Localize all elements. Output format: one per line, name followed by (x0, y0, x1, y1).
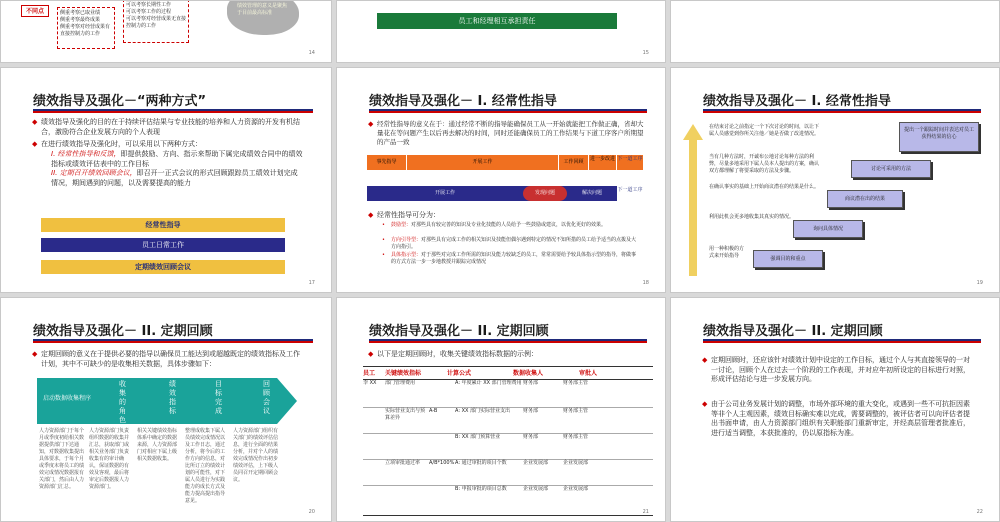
col-text-5: 人力资源部门组织有关部门的绩效评估信息，进行全面的结果分析，并对个人的绩效完成情况作出初步绩效评估，上下级人员同召开定期回顾会议。 (233, 428, 279, 483)
table-row: 李 XX 部门管理费用 A: 年度累计 XX 部门管理费用 财务部 财务部主管 (363, 380, 653, 408)
title-rule (33, 339, 313, 343)
step-box-3: 商议潜在出的结果 (827, 190, 903, 208)
diff-label: 不同点 (21, 5, 49, 17)
page-number: 17 (308, 280, 315, 286)
title-rule (703, 109, 981, 113)
table-row: 立项审批通过率 A/B*100% A: 通过审批的项目个数 企业发展部 企业发展部 (363, 460, 653, 486)
col-text-4: 整理成收集下属人员绩效完成情况以及工作日志，通过分析，将今后的工作方向的信息，对比所订立的绩效计划的可能性，对下属人员进行为实践能力的成长方式及能力提高提出指导意见。 (185, 428, 226, 504)
page-number: 14 (308, 50, 315, 56)
page-number: 15 (642, 50, 649, 56)
slide-19[interactable]: 绩效指导及强化－ I. 经常性指导 在结束讨论之前指定一个下次讨论的时间，以让下属人员感觉到你所关注他／她是否做了改进情况。 当有几种方法时，开诚布公地讨论每种方法的利弊，尽量多地采用下属人员本人提出的方案，确认双方都理解了将要采取的方法及步骤。 在确认事实的基础上开始商议潜在的结果是什么。 利用此机会更多地收集其真实的情况。 用一种积极的方式来开始指导 提出一个跟踪时间并表达对员工获得结果的信心 讨论可采用的方法 商议潜在出的结果 询问具体情况 强调目的和重点 19 (670, 67, 1000, 293)
col-head-4: 回顾会议 (263, 380, 270, 415)
slide-title: 绩效指导及强化－ II. 定期回顾 (369, 324, 549, 339)
step-box-4: 讨论可采用的方法 (851, 160, 931, 178)
flow-planned: 事先指导 开展工作 工作回顾 进一步改进 下一道工序 (367, 155, 643, 170)
step-box-5: 提出一个跟踪时间并表达对员工获得结果的信心 (899, 122, 979, 152)
slide-title: 绩效指导及强化－ II. 定期回顾 (703, 324, 883, 339)
slide-16[interactable] (670, 0, 1000, 63)
diff-list-left: 侧重考察已取业绩 侧重考察最终成果 侧重考察对经营成果有直接控制力的工作 (57, 7, 115, 49)
col-text-3: 相关关键绩效指标体系中确定的数据来源，人力资源部门对相应下属上级相关数据收集。 (137, 428, 178, 462)
slide-21[interactable]: 绩效指导及强化－ II. 定期回顾 ◆ 以下是定期回顾时，收集关键绩效指标数据的示例： 员工 关键绩效指标 计算公式 数据收集人 审批人 李 XX 部门管理费用 A: 年度累计 XX 部门管理费用 财务部 财务部主管 实际营业支出与预算差异 A-B A: XX 部门实际营业支出 财务部 财务部主管 B: XX 部门预算营业 财务部 财务部主管 立项审批通过率 A/B*100% A: 通过审批的项目个数 企业发展部 企业发展部 B: 申报审批的项目总数 企业发展部 企业发展部 21 (336, 297, 666, 522)
slide-18[interactable]: 绩效指导及强化－ I. 经常性指导 ◆ 经常性指导的意义在于：通过经常不断的指导能确保员工从一开始就能把工作做正确，省却大量花在等问题产生以后再去解决的时间，同时还能确保员工的工作结果与下道工序客户所期望的产品一致 事先指导 开展工作 工作回顾 进一步改进 下一道工序 开展工作 发现问题 解决问题 下一道工序 ◆ 经常性指导可分为： • 鼓励型：对那些具有较完善的知识及专业化技能的人员给予一些鼓励或建议，以优化更好的效果。 • 方向引导型：对那些具有完成工作的相关知识及技能但偶尔遇到特定的情况不知所措的员工给予适当的点拨及大方向指引。 • 具体指示型：对于那些对完成工作所需的知识及能力较缺乏的员工，常常需要给予较具体指示型的指导，将做事的方式方法一步一步地教授并跟踪完成情况 18 (336, 67, 666, 293)
bar-review: 定期绩效回顾会议 (41, 260, 285, 274)
col-text-1: 人力资源部门于每个月或季度初给相关数据提供部门下达通知，对数据收集提出具体要求，于每个月或季度末将员工的绩效完成情况数据报有关部门，然后由人力资源部门汇总。 (39, 428, 85, 490)
col-head-2: 绩效指标 (169, 380, 176, 415)
slide-20[interactable]: 绩效指导及强化－ II. 定期回顾 ◆ 定期回顾的意义在于提供必要的指导以确保员工能达到或超越既定的绩效指标及工作计划，其中不可缺少的是收集相关数据，具体步骤如下： 启动数据收集程序 收集的角色 绩效指标 目标完成 回顾会议 人力资源部门于每个月或季度初给相关数据提供部门下达通知，对数据收集提出具体要求，于每个月或季度末将员工的绩效完成情况数据报有关部门，然后由人力资源部门汇总。 人力资源部门负责组织数据的收集并汇总，获取部门或相关业务部门负责收集有的审计确认，保证数据的有效及客观，最后将审定后数据报人力资源部门。 相关关键绩效指标体系中确定的数据来源，人力资源部门对相应下属上级相关数据收集。 整理成收集下属人员绩效完成情况以及工作日志，通过分析，将今后的工作方向的信息，对比所订立的绩效计划的可能性，对下属人员进行为实践能力的成长方式及能力提高提出指导意见。 人力资源部门组织有关部门的绩效评估信息，进行全面的结果分析，并对个人的绩效完成情况作出初步绩效评估，上下级人员同召开定期回顾会议。 20 (0, 297, 332, 522)
bar-guidance: 经常性指导 (41, 218, 285, 232)
slide-14[interactable] (0, 0, 332, 63)
slide-title: 绩效指导及强化－ I. 经常性指导 (703, 94, 891, 109)
page-number: 18 (642, 280, 649, 286)
up-arrow-icon (683, 124, 703, 276)
slide-17[interactable]: 绩效指导及强化－“两种方式” ◆ 绩效指导及强化的目的在于持续评估结果与专业技能的培养和人力资源的开发有机结合，激励符合企业发展方向的个人表现 ◆ 在进行绩效指导及强化时，可以采用以下两种方式： I. 经常性指导和反馈，即提供鼓励、方向、指示来帮助下属完成绩效合同中的绩效指标或绩效评估表中的工作目标 II. 定期召开绩效回顾会议，即召开一正式会议的形式回顾跟踪员工绩效计划完成情况，期间遇到的问题，以及需要提高的能力 经常性指导 员工日常工作 定期绩效回顾会议 17 (0, 67, 332, 293)
table-row: 实际营业支出与预算差异 A-B A: XX 部门实际营业支出 财务部 财务部主管 (363, 408, 653, 434)
step-box-1: 强调目的和重点 (753, 250, 823, 268)
title-rule (369, 339, 647, 343)
slide-22[interactable]: 绩效指导及强化－ II. 定期回顾 ◆ 定期回顾时，还应该针对绩效计划中设定的工作目标，通过个人与其直接领导的一对一讨论，回顾个人在过去一个阶段的工作表现，并对应年初所设定的目标进行对照，形成评估结论与进一步发展方向。 ◆ 由于公司业务发展计划的调整，市场外部环境的重大变化，或遇到一些不可抗拒因素等非个人主观因素，绩效目标确实难以完成，需要调整的，被评估者可以向评估者提出书面申请，由人力资源部门组织有关职能部门重新审定，并经高层管理者批准后，进行适当调整，本获批准的，仍以原指标为准。 22 (670, 297, 1000, 522)
page-number: 19 (976, 280, 983, 286)
page-number: 21 (642, 509, 649, 515)
cloud-shape: 绩效管理的意义是聚焦于目前最高标准 (227, 0, 299, 35)
col-head-3: 目标完成 (215, 380, 222, 415)
table-row: B: 申报审批的项目总数 企业发展部 企业发展部 (455, 486, 589, 492)
slide-title: 绩效指导及强化－ II. 定期回顾 (33, 324, 213, 339)
col-text-2: 人力资源部门负责组织数据的收集并汇总，获取部门或相关业务部门负责收集有的审计确认，保证数据的有效及客观，最后将审定后数据报人力资源部门。 (89, 428, 130, 490)
title-rule (369, 109, 647, 113)
kpi-table: 员工 关键绩效指标 计算公式 数据收集人 审批人 李 XX 部门管理费用 A: 年度累计 XX 部门管理费用 财务部 财务部主管 实际营业支出与预算差异 A-B A: XX 部门实际营业支出 财务部 财务部主管 B: XX 部门预算营业 财务部 财务部主管 立项审批通过率 A/B*100% A: 通过审批的项目个数 企业发展部 企业发展部 B: 申报审批的项目总数 企业发展部 企业发展部 (363, 366, 653, 516)
title-rule (33, 109, 313, 113)
col-head-1: 收集的角色 (119, 380, 126, 424)
title-rule (703, 339, 981, 343)
slide-title: 绩效指导及强化－“两种方式” (33, 94, 207, 109)
bar-daily-work: 员工日常工作 (41, 238, 285, 252)
table-row: B: XX 部门预算营业 财务部 财务部主管 (363, 434, 653, 460)
responsibility-banner: 员工和经理相互承担责任 (377, 13, 617, 29)
slide-title: 绩效指导及强化－ I. 经常性指导 (369, 94, 557, 109)
slide-15[interactable] (336, 0, 666, 63)
step-box-2: 询问具体情况 (793, 220, 863, 238)
page-number: 20 (308, 509, 315, 515)
page-number: 22 (976, 509, 983, 515)
flow-reactive: 开展工作 发现问题 解决问题 下一道工序 (367, 186, 643, 201)
diff-list-right: 可以考察长期性工作 可以考察工作的过程 可以考察对经营成果无直接控制力的工作 (123, 0, 189, 43)
arrow-label: 启动数据收集程序 (42, 395, 91, 402)
